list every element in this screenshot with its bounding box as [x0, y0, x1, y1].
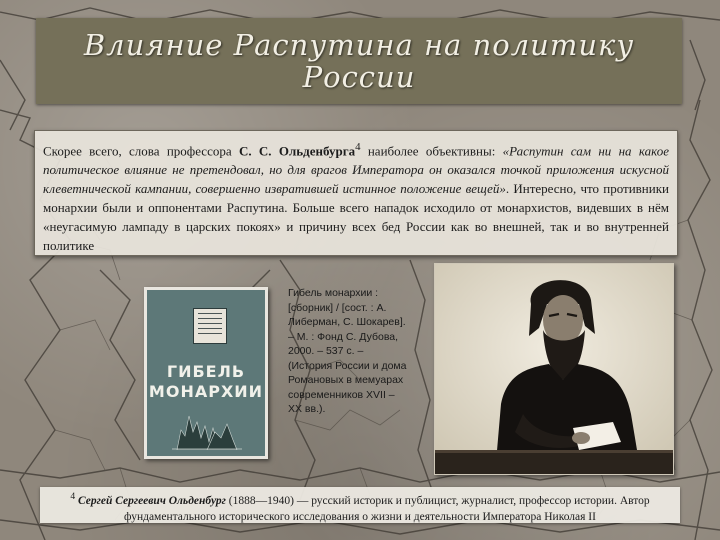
book-cover-title-line-2: МОНАРХИИ: [148, 382, 264, 401]
book-cover-title-line-1: ГИБЕЛЬ: [166, 362, 246, 381]
quote-citation: «Распутин сам ни на какое политическое влияние не претендовал, но для врагов Императора он оказался точкой приложения искусной клеветнической кампании, совершенно извратившей истинное положение вещей»: [43, 143, 669, 197]
quote-rest: . Интересно, что противники монархии были и оппонентами Распутина. Больше всего нападок исходило от монархистов, видевших в нём «неугасимую лампаду в царских покоях» и причину всех бед России как во внешней, так и во внутренней политике: [43, 181, 669, 254]
rasputin-portrait-photo: [434, 263, 674, 475]
slide-title-line-2: России: [302, 60, 416, 94]
footnote-mark: 4: [70, 491, 76, 502]
book-cover-image: [144, 287, 268, 459]
quote-intro: Скорее всего, слова профессора: [43, 143, 239, 159]
footnote-text: (1888—1940) — русский историк и публицист, журналист, профессор истории. Автор фундаментального исторического исследования о жизни и деятельности Императора Николая II: [124, 494, 650, 523]
title-banner: [36, 18, 682, 104]
footnote: [40, 487, 680, 523]
portrait-illustration: [435, 264, 673, 474]
quote-paragraph: [34, 130, 678, 256]
quote-author: С. С. Ольденбурга: [238, 143, 356, 159]
footnote-person-name: Сергей Сергеевич Ольденбург: [78, 494, 226, 507]
footnote-reference: 4: [355, 141, 361, 153]
quote-connector: наиболее объективны:: [360, 143, 503, 159]
slide-title-line-1: Влияние Распутина на политику: [83, 28, 635, 62]
book-bibliographic-caption: Гибель монархии : [сборник] / [сост. : А. Либерман, С. Шокарев]. – М. : Фонд С. Дубова, 2000. – 537 с. – (История России и дома Романовых в мемуарах современников XVII – XX вв.).: [288, 287, 407, 415]
book-cover-illustration: [167, 402, 247, 450]
book-cover-label: [193, 308, 227, 344]
